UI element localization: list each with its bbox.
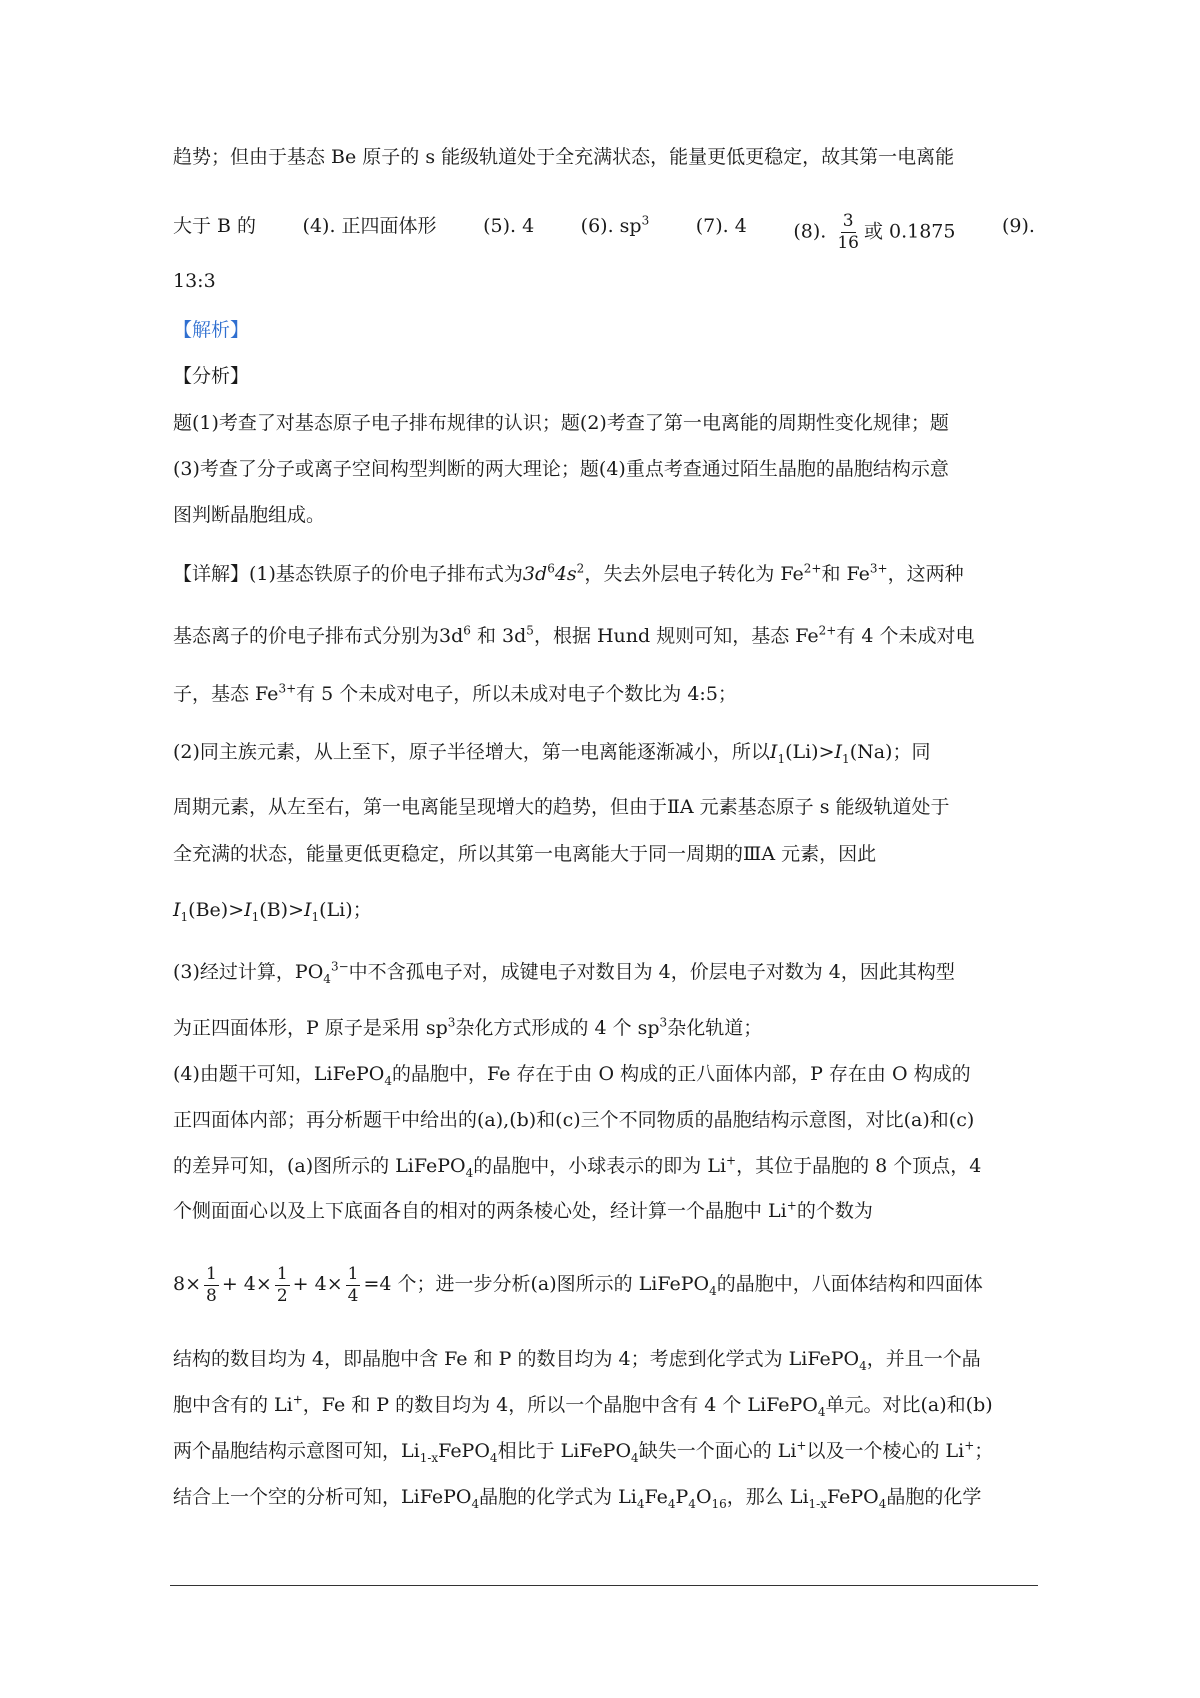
detail-q4-line-1: (4)由题干可知，LiFePO$_4$的晶胞中，Fe 存在于由 O 构成的正八面体内部，P 存在由 O 构成的 [173,1063,971,1088]
analysis-line-2: (3)考查了分子或离子空间构型判断的两大理论；题(4)重点考查通过陌生晶胞的晶胞结构示意 [173,458,949,480]
answer-item-9: (9). [1001,215,1035,237]
fraction: $\frac{1}{8}$ [206,1263,217,1306]
detail-line-3: 子，基态 $Fe^{3+}$有 5 个未成对电子，所以未成对电子个数比为 4:5； [173,681,737,705]
heading-fenxi: 【分析】 [173,365,250,387]
heading-jiexi: 【解析】 [173,319,250,341]
detail-q3-line-1: (3)经过计算，$PO_4^{3-}$中不含孤电子对，成键电子对数目为 4，价层电子对数为 4，因此其构型 [173,959,955,986]
detail-q2-line-4: $I_1(Be)>I_1(B)>I_1(Li)$； [173,899,372,924]
footer-divider [170,1585,1038,1586]
answer-line-3: 13:3 [173,270,216,292]
detail-line-1: 【详解】(1)基态铁原子的价电子排布式为$3d^64s^2$，失去外层电子转化为 $Fe^{2+}$和 $Fe^{3+}$，这两种 [173,561,964,585]
detail-q4-line-3: 的差异可知，(a)图所示的 LiFePO$_4$的晶胞中，小球表示的即为 Li+，其位于晶胞的 8 个顶点，4 [173,1153,982,1180]
answer-item-6: (6). $sp^3$ [580,213,650,237]
answer-item-4: (4). 正四面体形 [302,215,437,237]
fraction: $\frac{1}{4}$ [347,1263,359,1306]
detail-q2-line-3: 全充满的状态，能量更低更稳定，所以其第一电离能大于同一周期的ⅢA 元素，因此 [173,843,877,865]
detail-q2-line-1: (2)同主族元素，从上至下，原子半径增大，第一电离能逐渐减小，所以$I_1(Li)>I_1(Na)$；同 [173,741,931,766]
fraction: $\frac{1}{2}$ [276,1263,288,1306]
detail-q4-line-8: 两个晶胞结构示意图可知，$Li_{1-x}FePO_4$相比于 LiFePO$_4$缺失一个面心的 Li+以及一个棱心的 Li+； [173,1438,994,1465]
answer-text: 大于 B 的 [173,215,257,237]
detail-q2-line-2: 周期元素，从左至右，第一电离能呈现增大的趋势，但由于ⅡA 元素基态原子 s 能级轨道处于 [173,796,950,818]
detail-line-2: 基态离子的价电子排布式分别为$3d^6$ 和 $3d^5$，根据 Hund 规则可知，基态 $Fe^{2+}$有 4 个未成对电 [173,623,975,647]
analysis-line-3: 图判断晶胞组成。 [173,504,326,526]
detail-q3-line-2: 为正四面体形，P 原子是采用 $sp^3$杂化方式形成的 4 个 $sp^3$杂化轨道； [173,1015,763,1039]
detail-q4-line-2: 正四面体内部；再分析题干中给出的(a),(b)和(c)三个不同物质的晶胞结构示意图，对比(a)和(c) [173,1109,975,1131]
answer-item-7: (7). 4 [695,215,747,237]
detail-q4-line-6: 结构的数目均为 4，即晶胞中含 Fe 和 P 的数目均为 4；考虑到化学式为 LiFePO$_4$，并且一个晶 [173,1348,981,1373]
analysis-line-1: 题(1)考查了对基态原子电子排布规律的认识；题(2)考查了第一电离能的周期性变化规律；题 [173,412,949,434]
answer-item-5: (5). 4 [483,215,535,237]
detail-q4-calc-line: 8× $\frac{1}{8}$ + 4× $\frac{1}{2}$ + 4× $\frac{1}{4}$ =4 个；进一步分析(a)图所示的 LiFePO$_4$的晶胞中，八面体结构和四面体 [173,1263,983,1306]
detail-q4-line-4: 个侧面面心以及上下底面各自的相对的两条棱心处，经计算一个晶胞中 Li+的个数为 [173,1198,873,1222]
answer-text: 趋势；但由于基态 Be 原子的 s 能级轨道处于全充满状态，能量更低更稳定，故其第一电离能 [173,146,955,168]
detail-q4-line-7: 胞中含有的 Li+，Fe 和 P 的数目均为 4，所以一个晶胞中含有 4 个 LiFePO$_4$单元。对比(a)和(b) [173,1392,993,1419]
answer-line-2 [173,212,1035,253]
answer-item-8: (8). $\frac{3}{16}$ 或 0.1875 [793,211,956,253]
answer-line-1 [173,143,1035,171]
detail-q4-line-9: 结合上一个空的分析可知，LiFePO$_4$晶胞的化学式为 $Li_4Fe_4P_4O_{16}$，那么 $Li_{1-x}FePO_4$晶胞的化学 [173,1486,982,1511]
fraction: $\frac{3}{16}$ [837,211,859,253]
